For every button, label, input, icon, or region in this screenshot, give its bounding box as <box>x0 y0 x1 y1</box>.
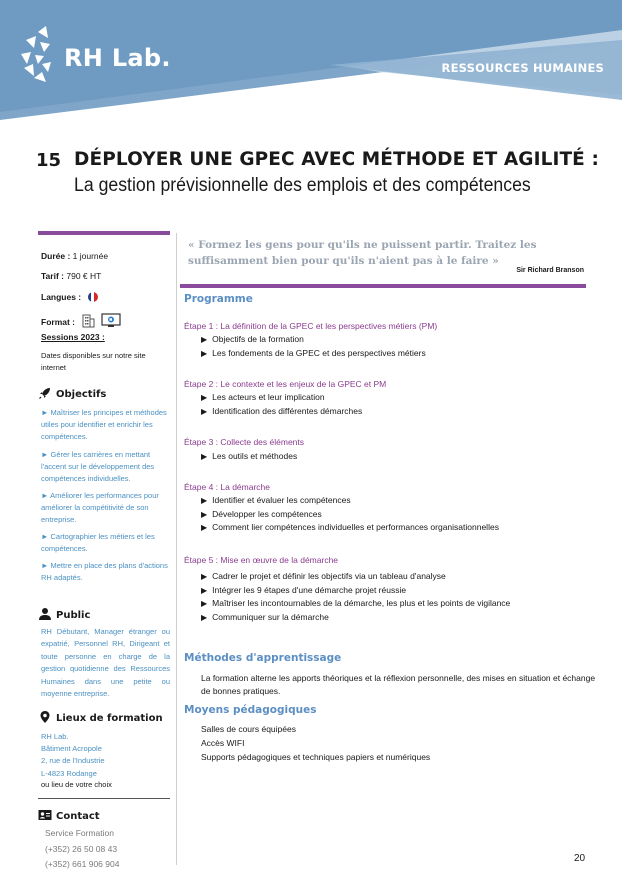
french-flag-icon <box>88 292 98 302</box>
address-line: RH Lab. <box>41 732 69 741</box>
step-bullet: ▶ Objectifs de la formation <box>201 334 304 344</box>
moyens-item: Salles de cours équipées <box>201 724 296 734</box>
course-subtitle: La gestion prévisionnelle des emplois et des compétences <box>74 175 531 196</box>
contact-line: Service Formation <box>45 828 114 838</box>
sessions-note: Dates disponibles sur notre site internet <box>41 351 146 372</box>
langues-label: Langues : <box>41 292 82 302</box>
contact-title: Contact <box>56 811 100 822</box>
duree-value: 1 journée <box>72 251 109 261</box>
sessions-label: Sessions 2023 : <box>41 332 105 342</box>
step-bullet: ▶ Communiquer sur la démarche <box>201 612 329 622</box>
tarif-line <box>41 271 101 281</box>
building-icon <box>81 314 95 328</box>
lieu-address <box>41 731 105 780</box>
objectifs-title: Objectifs <box>56 389 107 400</box>
duree-line <box>41 251 108 261</box>
public-heading <box>38 607 90 621</box>
step-bullet: ▶ Développer les compétences <box>201 509 322 519</box>
public-title: Public <box>56 610 91 621</box>
rocket-icon <box>38 386 52 400</box>
step-title: Étape 1 : La définition de la GPEC et les perspectives métiers (PM) <box>184 321 438 331</box>
step-bullet: ▶ Cadrer le projet et définir les objectifs via un tableau d'analyse <box>201 571 446 581</box>
duree-label: Durée : <box>41 251 71 261</box>
address-line: 2, rue de l'Industrie <box>41 756 105 766</box>
moyens-item: Accès WIFI <box>201 738 245 748</box>
tarif-value: 790 € HT <box>66 271 102 281</box>
course-title: DÉPLOYER UNE GPEC AVEC MÉTHODE ET AGILITÉ : <box>74 149 599 170</box>
objectif-item: ► Mettre en place des plans d'actions RH adaptés. <box>41 561 168 582</box>
course-number: 15 <box>36 150 62 171</box>
objectifs-heading <box>38 386 106 400</box>
left-top-rule <box>38 231 170 235</box>
quote-author: Sir Richard Branson <box>516 267 584 274</box>
step-bullet: ▶ Les acteurs et leur implication <box>201 392 325 402</box>
step-bullet: ▶ Maîtriser les incontournables de la démarche, les plus et les points de vigilance <box>201 598 510 608</box>
step-bullet: ▶ Intégrer les 9 étapes d'une démarche projet réussie <box>201 585 406 595</box>
contact-heading <box>38 808 100 822</box>
objectif-item: ► Maîtriser les principes et méthodes utiles pour identifier et enrichir les compétences. <box>41 408 167 441</box>
step-bullet: ▶ Les outils et méthodes <box>201 451 297 461</box>
map-pin-icon <box>38 710 52 724</box>
moyens-heading: Moyens pédagogiques <box>184 704 317 716</box>
lieu-title: Lieux de formation <box>56 713 163 724</box>
methodes-heading: Méthodes d'apprentissage <box>184 652 342 664</box>
address-line: Bâtiment Acropole <box>41 744 102 754</box>
step-bullet: ▶ Comment lier compétences individuelles et performances organisationnelles <box>201 522 499 532</box>
contact-phone: (+352) 661 906 904 <box>45 859 120 869</box>
page-number: 20 <box>574 853 586 864</box>
address-line: L-4823 Rodange <box>41 768 97 778</box>
objectif-item: ► Cartographier les métiers et les compétences. <box>41 532 155 553</box>
category-label: RESSOURCES HUMAINES <box>441 61 604 75</box>
objectif-item: ► Améliorer les performances pour améliorer la compétitivité de son entreprise. <box>41 491 159 524</box>
public-description: RH Débutant, Manager étranger ou expatrié, Personnel RH, Dirigeant et toute personne en charge de la gestion quotidienne des Ressources Humaines dans une petite ou moyenne entreprise. <box>41 627 170 699</box>
step-title: Étape 5 : Mise en œuvre de la démarche <box>184 555 339 565</box>
lieu-heading <box>38 710 163 724</box>
person-icon <box>38 607 52 621</box>
column-divider <box>176 233 177 865</box>
step-bullet: ▶ Identification des différentes démarches <box>201 406 362 416</box>
step-bullet: ▶ Les fondements de la GPEC et des perspectives métiers <box>201 348 426 358</box>
programme-heading: Programme <box>184 293 253 305</box>
page-header <box>0 0 622 120</box>
lieu-extra: ou lieu de votre choix <box>41 780 112 789</box>
online-monitor-icon <box>101 313 121 328</box>
brand-logo <box>18 22 178 88</box>
tarif-label: Tarif : <box>41 271 64 281</box>
methodes-text: La formation alterne les apports théoriques et la réflexion personnelle, des mises en situation et échange de bonnes pratiques. <box>201 673 596 696</box>
format-line <box>41 313 121 328</box>
contact-card-icon <box>38 808 52 822</box>
objectif-item: ► Gérer les carrières en mettant l'accent sur le développement des compétences individuelles. <box>41 450 155 483</box>
contact-phone: (+352) 26 50 08 43 <box>45 843 118 854</box>
step-title: Étape 2 : Le contexte et les enjeux de la GPEC et PM <box>184 379 387 389</box>
format-label: Format : <box>41 317 75 327</box>
step-bullet: ▶ Identifier et évaluer les compétences <box>201 495 351 505</box>
brand-name: RH Lab. <box>64 44 171 72</box>
moyens-item: Supports pédagogiques et techniques papiers et numériques <box>201 752 431 762</box>
quote-text: « Formez les gens pour qu'ils ne puissent partir. Traitez les suffisamment bien pour qu'ils n'aient pas à le faire » <box>188 239 537 267</box>
right-top-rule <box>180 284 586 288</box>
step-title: Étape 3 : Collecte des éléments <box>184 437 305 447</box>
contact-divider <box>38 798 170 799</box>
step-title: Étape 4 : La démarche <box>184 482 271 492</box>
langues-line <box>41 292 98 302</box>
brand-mark-icon <box>18 22 60 88</box>
contact-details <box>45 826 119 873</box>
